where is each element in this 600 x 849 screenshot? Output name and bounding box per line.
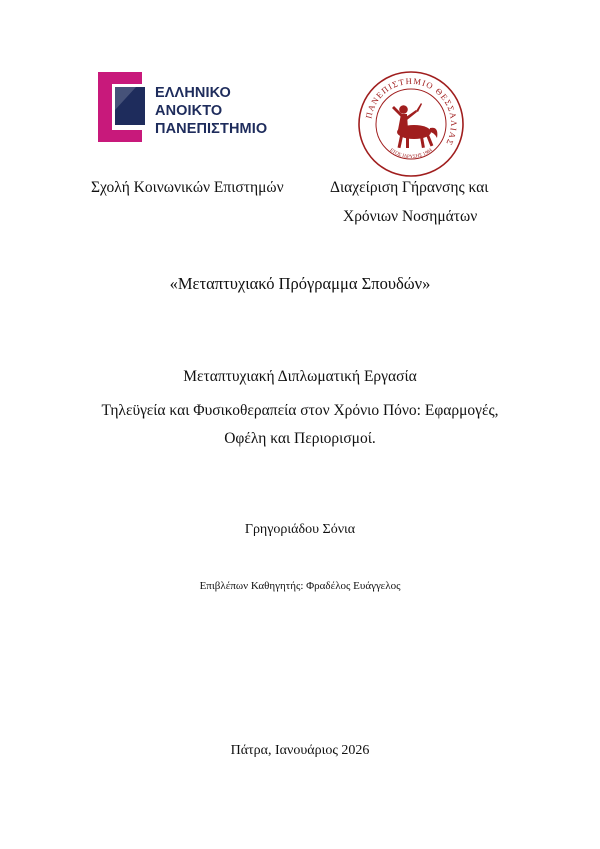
svg-text:ΕΤΟΣ ΙΔΡΥΣΗΣ 1984 xyxy=(389,148,434,160)
uth-seal xyxy=(357,70,465,178)
seal-year-text: ΕΤΟΣ ΙΔΡΥΣΗΣ 1984 xyxy=(388,148,434,161)
eap-logo xyxy=(96,70,296,144)
centaur-seal-icon xyxy=(357,70,465,178)
place-date: Πάτρα, Ιανουάριος 2026 xyxy=(230,743,370,758)
thesis-title-line1: Τηλεϋγεία και Φυσικοθεραπεία στον Χρόνιο Πόνο: Εφαρμογές, xyxy=(101,402,499,419)
eap-logo-line1: ΕΛΛΗΝΙΚΟ xyxy=(155,85,231,101)
seal-ring-text: ΠΑΝΕΠΙΣΤΗΜΙΟ ΘΕΣΣΑΛΙΑΣ xyxy=(363,75,460,148)
school-name: Σχολή Κοινωνικών Επιστημών xyxy=(91,179,284,196)
eap-logo-mark-icon xyxy=(96,70,152,144)
program-name-line2: Χρόνιων Νοσημάτων xyxy=(343,208,478,225)
program-title: «Μεταπτυχιακό Πρόγραμμα Σπουδών» xyxy=(169,274,431,293)
eap-logo-line2: ΑΝΟΙΚΤΟ xyxy=(155,103,223,119)
author-name: Γρηγοριάδου Σόνια xyxy=(244,522,356,537)
program-name-line1: Διαχείριση Γήρανσης και xyxy=(330,179,489,196)
eap-logo-line3: ΠΑΝΕΠΙΣΤΗΜΙΟ xyxy=(155,121,268,137)
thesis-type: Μεταπτυχιακή Διπλωματική Εργασία xyxy=(183,368,417,385)
supervisor: Επιβλέπων Καθηγητής: Φραδέλος Ευάγγελος xyxy=(199,580,401,592)
thesis-title-line2: Οφέλη και Περιορισμοί. xyxy=(224,430,376,447)
